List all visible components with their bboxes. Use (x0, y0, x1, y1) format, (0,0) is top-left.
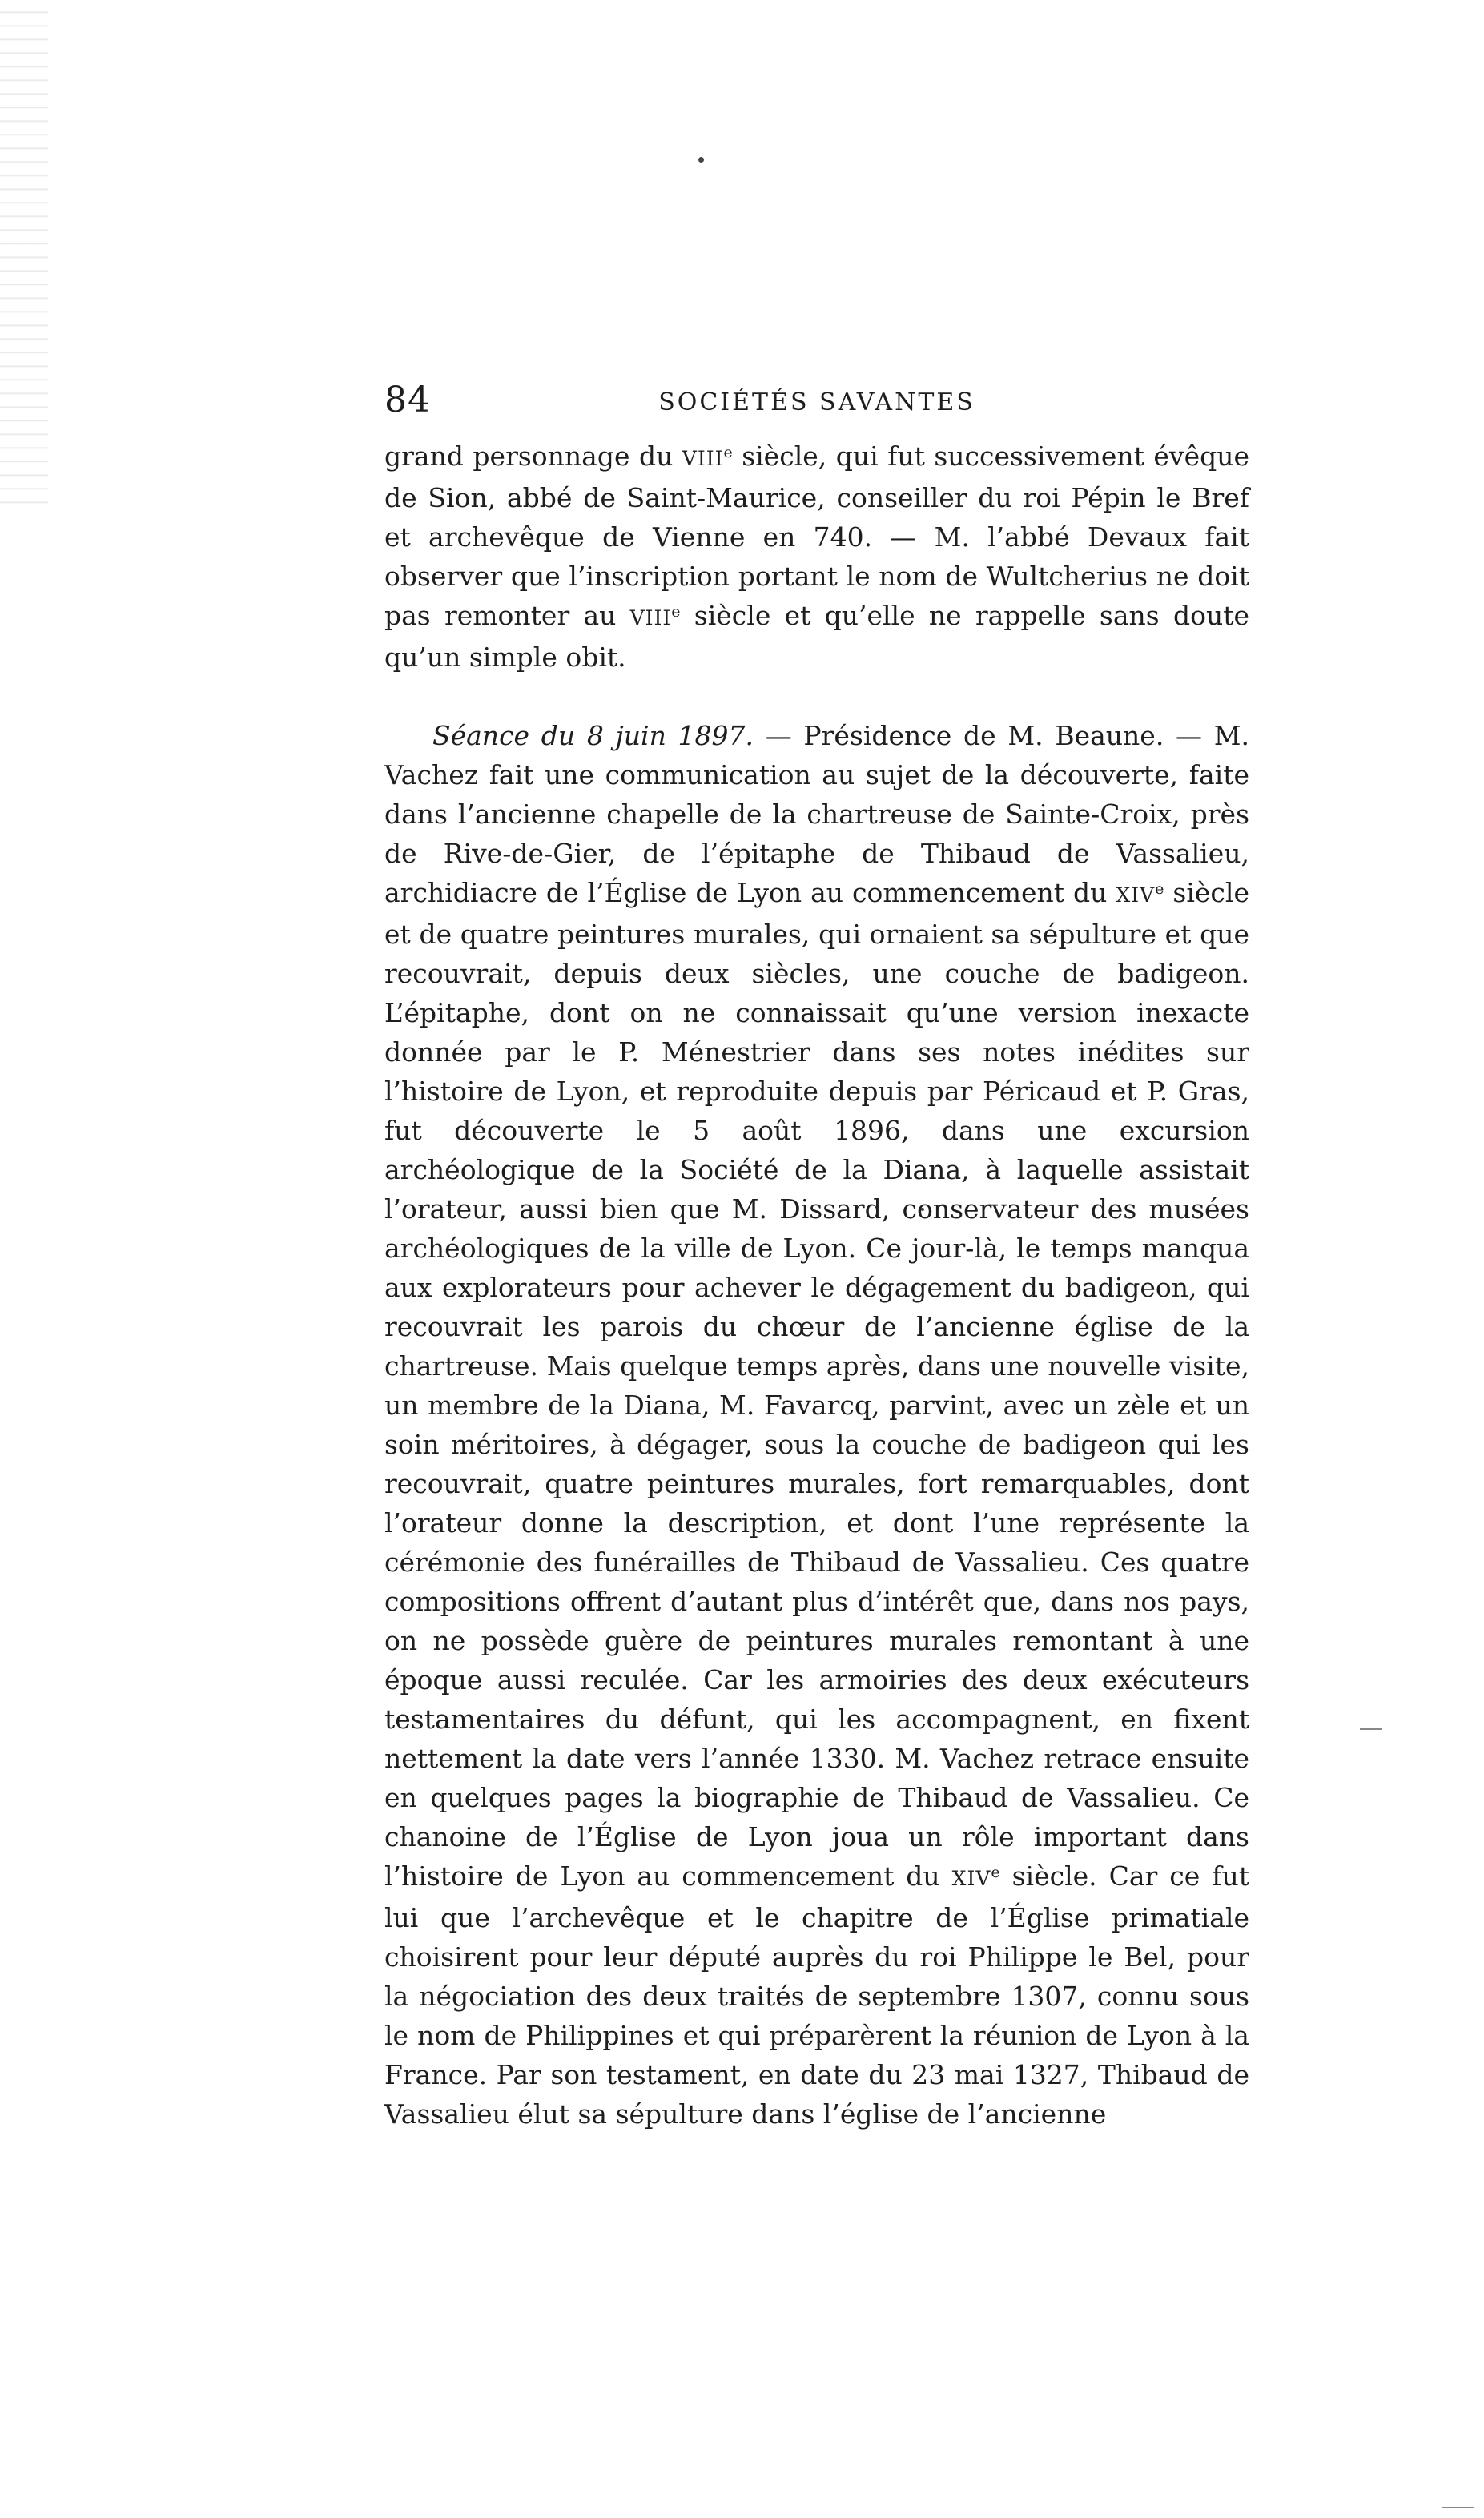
text-run: siècle et de quatre peintures murales, qui ornaient sa sépulture et que recouvrait, depuis deux siècles, une couche de badigeon. L’épitaphe, dont on ne connaissait qu’une version inexacte donnée par le P. Ménestrier dans ses notes inédites sur l’histoire de Lyon, et reproduite depuis par Péricaud et P. Gras, fut découverte le 5 août 1896, dans une excursion archéologique de la Société de la Diana, à laquelle assistait l’orateur, aussi bien que M. Dissard, conservateur des musées archéologiques de la ville de Lyon. Ce jour-là, le temps manqua aux explorateurs pour achever le dégagement du badigeon, qui recouvrait les parois du chœur de l’ancienne église de la chartreuse. Mais quelque temps après, dans une nouvelle visite, un membre de la Diana, M. Favarcq, parvint, avec un zèle et un soin méritoires, à dégager, sous la couche de badigeon qui les recouvrait, quatre peintures murales, fort remarquables, dont l’orateur donne la description, et dont l’une représente la cérémonie des funérailles de Thibaud de Vassalieu. Ces quatre compositions offrent d’autant plus d’intérêt que, dans nos pays, on ne possède guère de peintures murales remontant à une époque aussi reculée. Car les armoiries des deux exécuteurs testamentaires du défunt, qui les accompagnent, en fixent nettement la date vers l’année 1330. M. Vachez retrace ensuite en quelques pages la biographie de Thibaud de Vassalieu. Ce chanoine de l’Église de Lyon joua un rôle important dans l’histoire de Lyon au commencement du (384, 877, 1249, 1892)
body-text (384, 436, 1249, 2134)
roman-numeral: VIII (629, 606, 672, 630)
scan-mark (1360, 1728, 1382, 1730)
superscript: e (1155, 880, 1164, 898)
text-run: siècle, qui fut successivement évêque de Sion, abbé de Saint-Maurice, conseiller du roi Pépin le Bref et archevêque de Vienne en 740. — M. l’abbé Devaux fait observer que l’inscription portant le nom de Wultcherius ne doit pas remonter au (384, 440, 1250, 631)
text-run: siècle et qu’elle ne rappelle sans doute qu’un simple obit. (384, 600, 1249, 673)
superscript: e (991, 1864, 1000, 1881)
roman-numeral: XIV (951, 1867, 991, 1890)
page-number: 84 (384, 380, 431, 420)
scan-mark (1442, 2507, 1474, 2508)
text-run: siècle. Car ce fut lui que l’archevêque et le chapitre de l’Église primatiale choisirent pour leur député auprès du roi Philippe le Bel, pour la négociation des deux traités de septembre 1307, connu sous le nom de Philippines et qui préparèrent la réunion de Lyon à la France. Par son testament, en date du 23 mai 1327, Thibaud de Vassalieu élut sa sépulture dans l’église de l’ancienne (384, 1860, 1249, 2130)
session-date: Séance du 8 juin 1897. (432, 720, 754, 751)
running-head: SOCIÉTÉS SAVANTES (658, 388, 975, 416)
superscript: e (723, 444, 733, 461)
text-run: — Présidence de M. Beaune. — M. Vachez fait une communication au sujet de la découverte, faite dans l’ancienne chapelle de la chartreuse de Sainte-Croix, près de Rive-de-Gier, de l’épitaphe de Thibaud de Vassalieu, archidiacre de l’Église de Lyon au commencement du (384, 720, 1249, 908)
page-header (384, 376, 1249, 424)
scan-speck (698, 157, 704, 163)
text-run: grand personnage du (384, 440, 682, 472)
superscript: e (671, 603, 681, 621)
paragraph (384, 716, 1249, 2134)
paragraph (384, 436, 1249, 677)
roman-numeral: VIII (682, 447, 724, 470)
scan-margin-noise (0, 0, 48, 513)
roman-numeral: XIV (1116, 883, 1156, 907)
